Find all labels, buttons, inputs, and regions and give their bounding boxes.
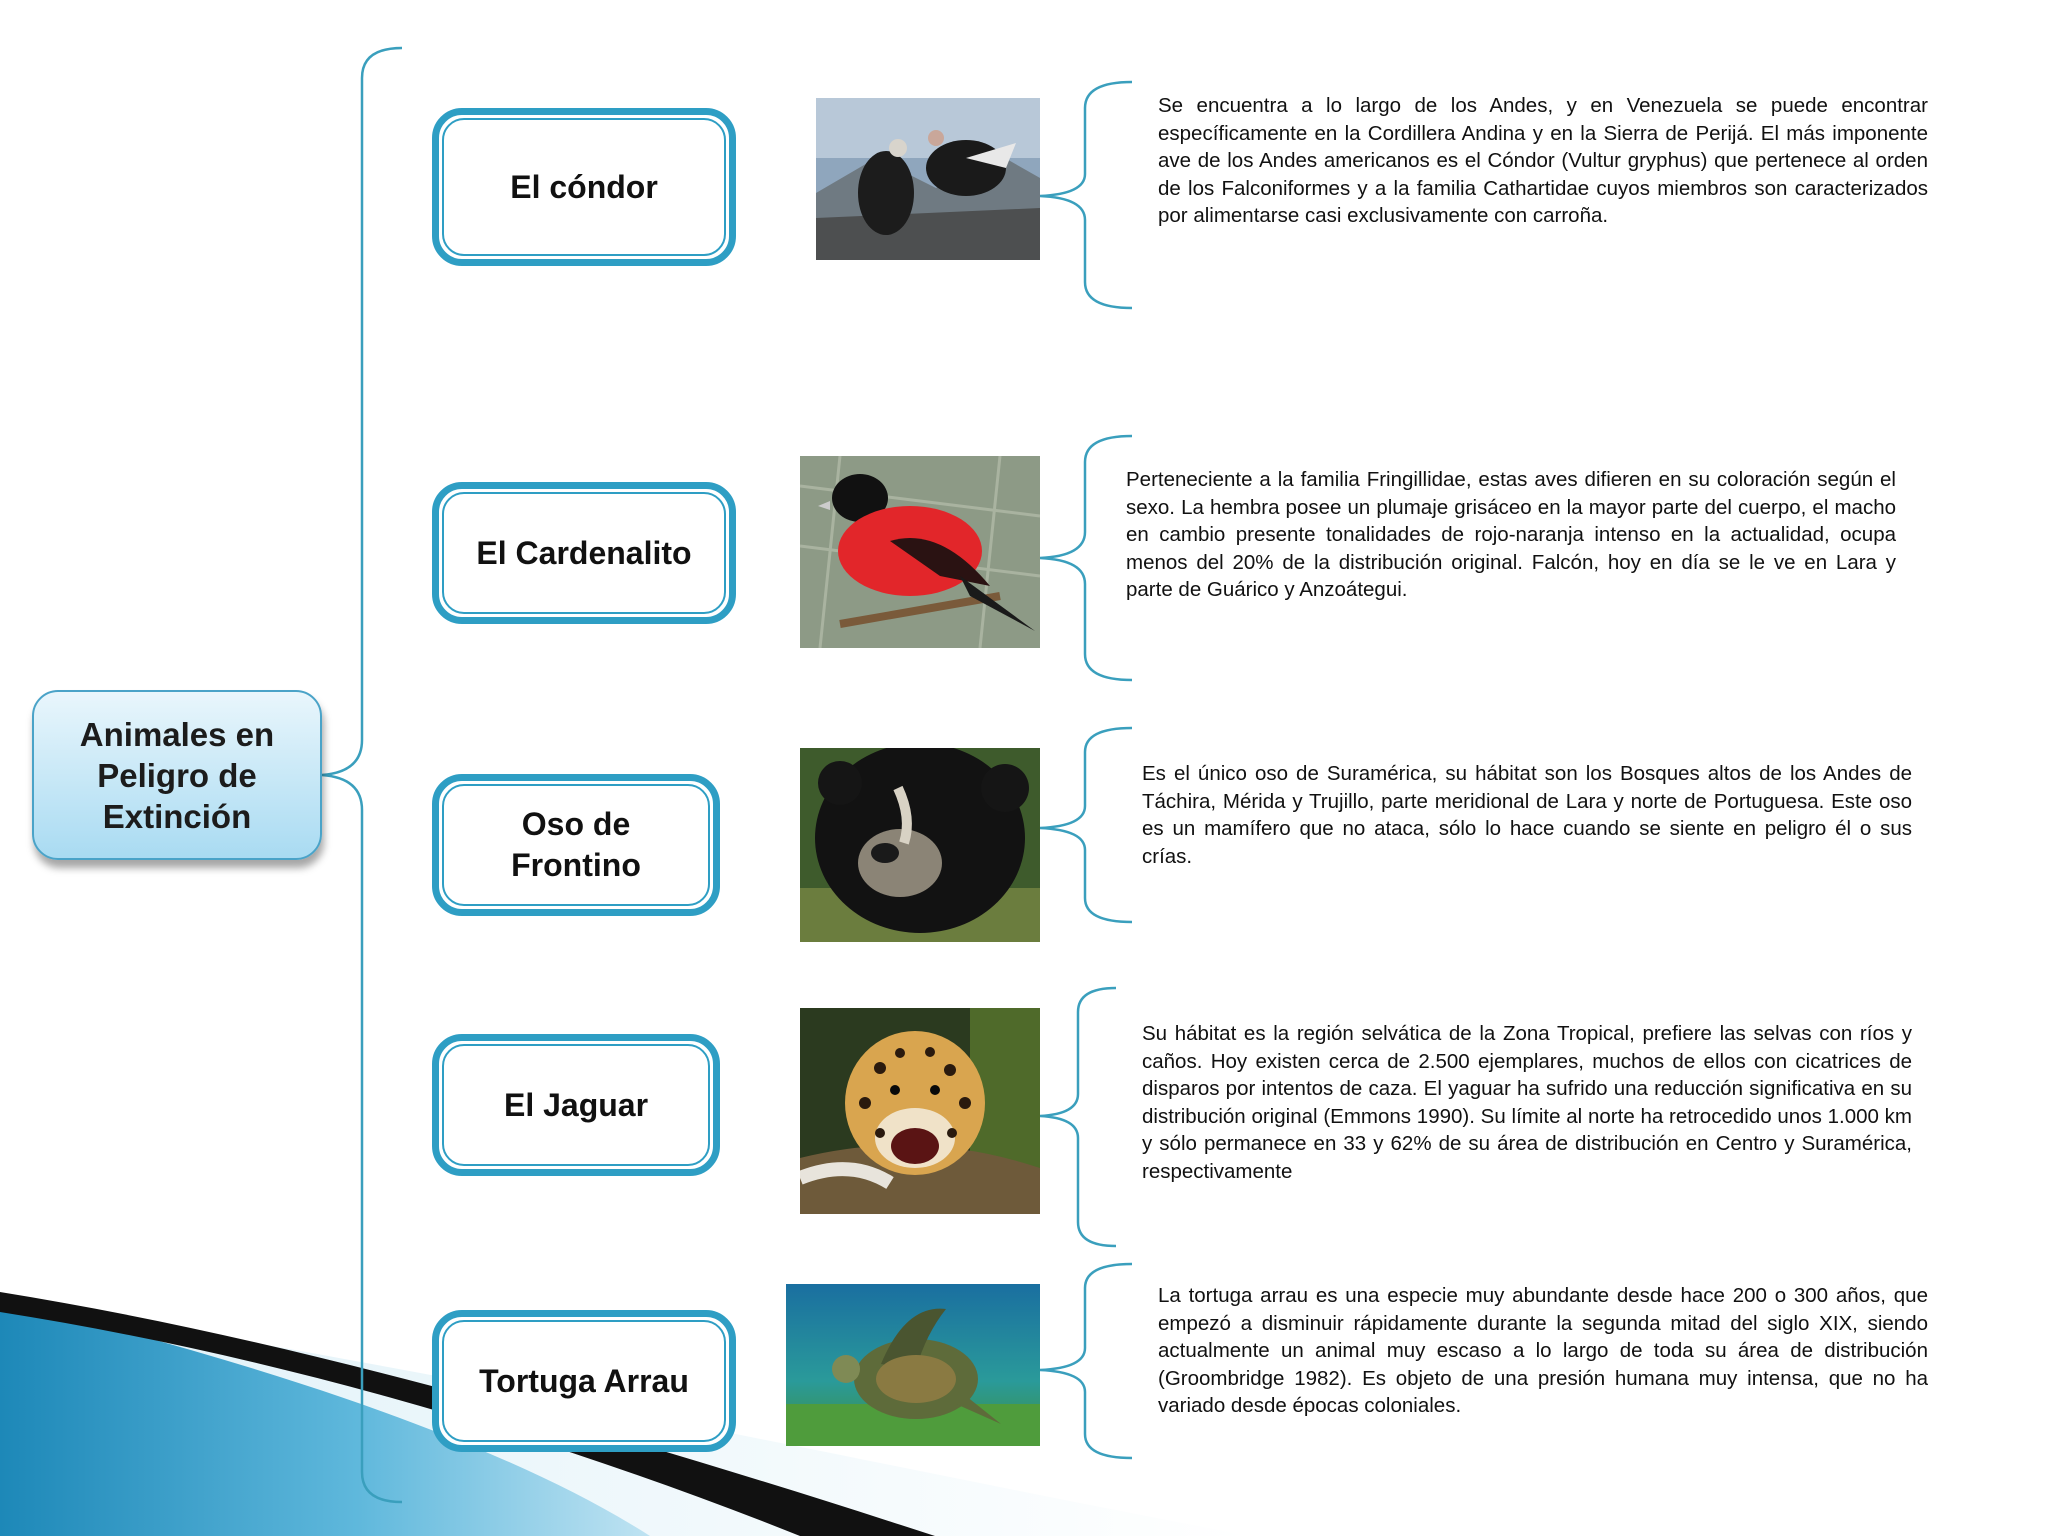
node-tortuga-arrau bbox=[432, 1310, 736, 1452]
tortuga-photo bbox=[786, 1284, 1040, 1446]
node-el-cardenalito bbox=[432, 482, 736, 624]
brace-condor bbox=[1040, 82, 1132, 308]
node-label: El Cardenalito bbox=[476, 534, 692, 571]
node-el-jaguar bbox=[432, 1034, 720, 1176]
node-label: El cóndor bbox=[510, 168, 658, 205]
node-oso-de-frontino bbox=[432, 774, 720, 916]
main-brace bbox=[322, 48, 402, 1502]
cardenalito-photo bbox=[800, 456, 1040, 648]
description-tortuga: La tortuga arrau es una especie muy abundante desde hace 200 o 300 años, que empezó a disminuir rápidamente durante la segunda mitad del siglo XIX, siendo actualmente un animal muy escaso a lo largo de toda su área de distribución (Groombridge 1982). Es objeto de una presión humana muy intensa, que no ha variado desde épocas coloniales. bbox=[1158, 1284, 1928, 1417]
node-label: El Jaguar bbox=[503, 1086, 649, 1123]
brace-jaguar bbox=[1040, 988, 1116, 1246]
root-node bbox=[32, 690, 322, 860]
description-oso: Es el único oso de Suramérica, su hábitat son los Bosques altos de los Andes de Táchira, Mérida y Trujillo, parte meridional de Lara y norte de Portuguesa. Este oso es un mamífero que no ataca, sólo lo hace cuando se siente en peligro él o sus crías. bbox=[1142, 762, 1912, 868]
jaguar-photo bbox=[800, 1008, 1040, 1214]
brace-tortuga bbox=[1040, 1264, 1132, 1458]
node-el-condor bbox=[432, 108, 736, 266]
condor-photo bbox=[816, 98, 1040, 260]
brace-oso bbox=[1040, 728, 1132, 922]
node-label: Tortuga Arrau bbox=[479, 1362, 689, 1399]
brace-cardenalito bbox=[1040, 436, 1132, 680]
node-label: Oso de Frontino bbox=[511, 806, 641, 883]
root-title: Animales en Peligro de Extinción bbox=[79, 715, 275, 835]
oso-photo bbox=[800, 748, 1040, 942]
description-jaguar: Su hábitat es la región selvática de la Zona Tropical, prefiere las selvas con ríos y caños. Hoy existen cerca de 2.500 ejemplares, muchos de ellos con cicatrices de disparos por intentos de caza. El yaguar ha sufrido una reducción significativa en su distribución original (Emmons 1990). Su límite al norte ha retrocedido unos 1.000 km y sólo permanece en 33 y 62% de su área de distribución en Centro y Suramérica, respectivamente bbox=[1142, 1022, 1912, 1183]
description-cardenalito: Perteneciente a la familia Fringillidae, estas aves difieren en su coloración según el sexo. La hembra posee un plumaje grisáceo en la mayor parte del cuerpo, el macho en cambio presente tonalidades de rojo-naranja intenso en la actualidad, ocupa menos del 20% de la distribución original. Falcón, hoy en día se le ve en Lara y parte de Guárico y Anzoátegui. bbox=[1126, 468, 1896, 601]
description-condor: Se encuentra a lo largo de los Andes, y en Venezuela se puede encontrar específicamente en la Cordillera Andina y en la Sierra de Perijá. El más imponente ave de los Andes americanos es el Cóndor (Vultur gryphus) que pertenece al orden de los Falconiformes y a la familia Cathartidae cuyos miembros son caracterizados por alimentarse casi exclusivamente con carroña. bbox=[1158, 94, 1928, 227]
